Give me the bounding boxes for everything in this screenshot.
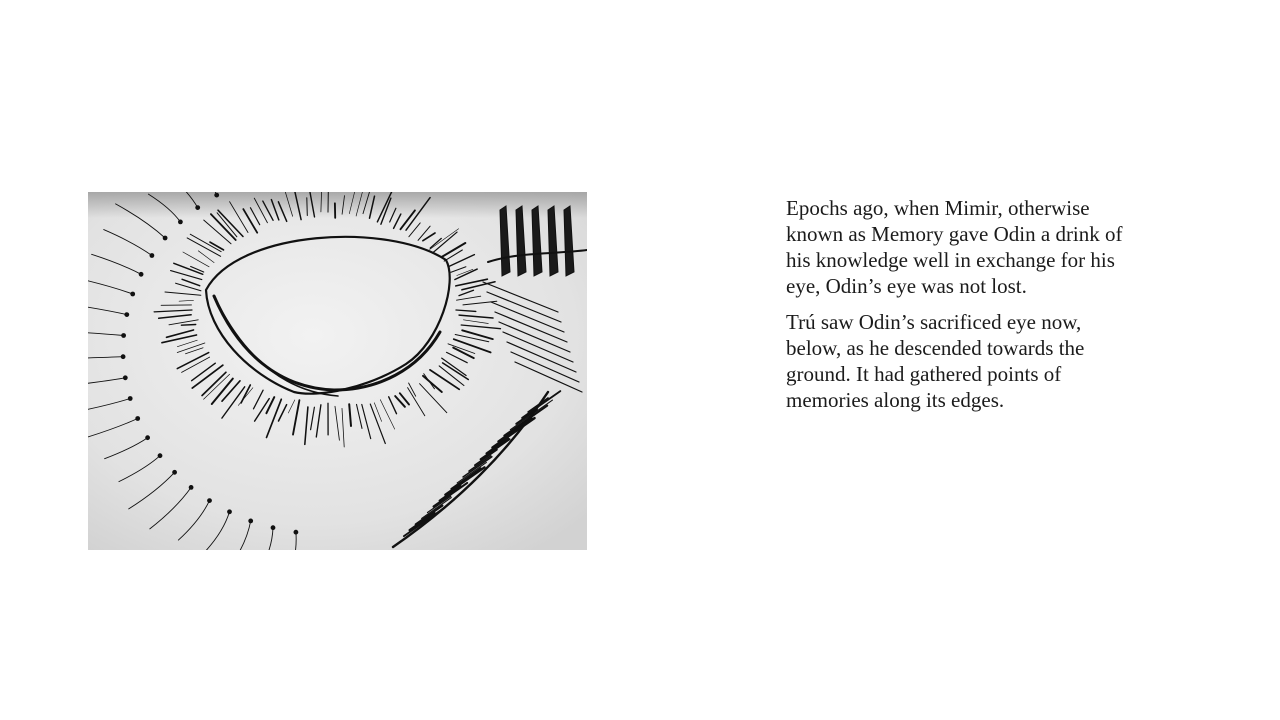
paragraph-1 (786, 195, 1206, 299)
paragraph-2 (786, 309, 1206, 413)
text-line: known as Memory gave Odin a drink of (786, 222, 1123, 246)
text-line: ground. It had gathered points of (786, 362, 1062, 386)
text-line: below, as he descended towards the (786, 336, 1085, 360)
text-line: eye, Odin’s eye was not lost. (786, 274, 1027, 298)
eye-sketch-drawing (88, 192, 587, 550)
text-line: his knowledge well in exchange for his (786, 248, 1115, 272)
eye-sketch-image (88, 192, 587, 550)
story-text (786, 195, 1206, 423)
text-line: memories along its edges. (786, 388, 1005, 412)
text-line: Epochs ago, when Mimir, otherwise (786, 196, 1090, 220)
text-line: Trú saw Odin’s sacrificed eye now, (786, 310, 1082, 334)
